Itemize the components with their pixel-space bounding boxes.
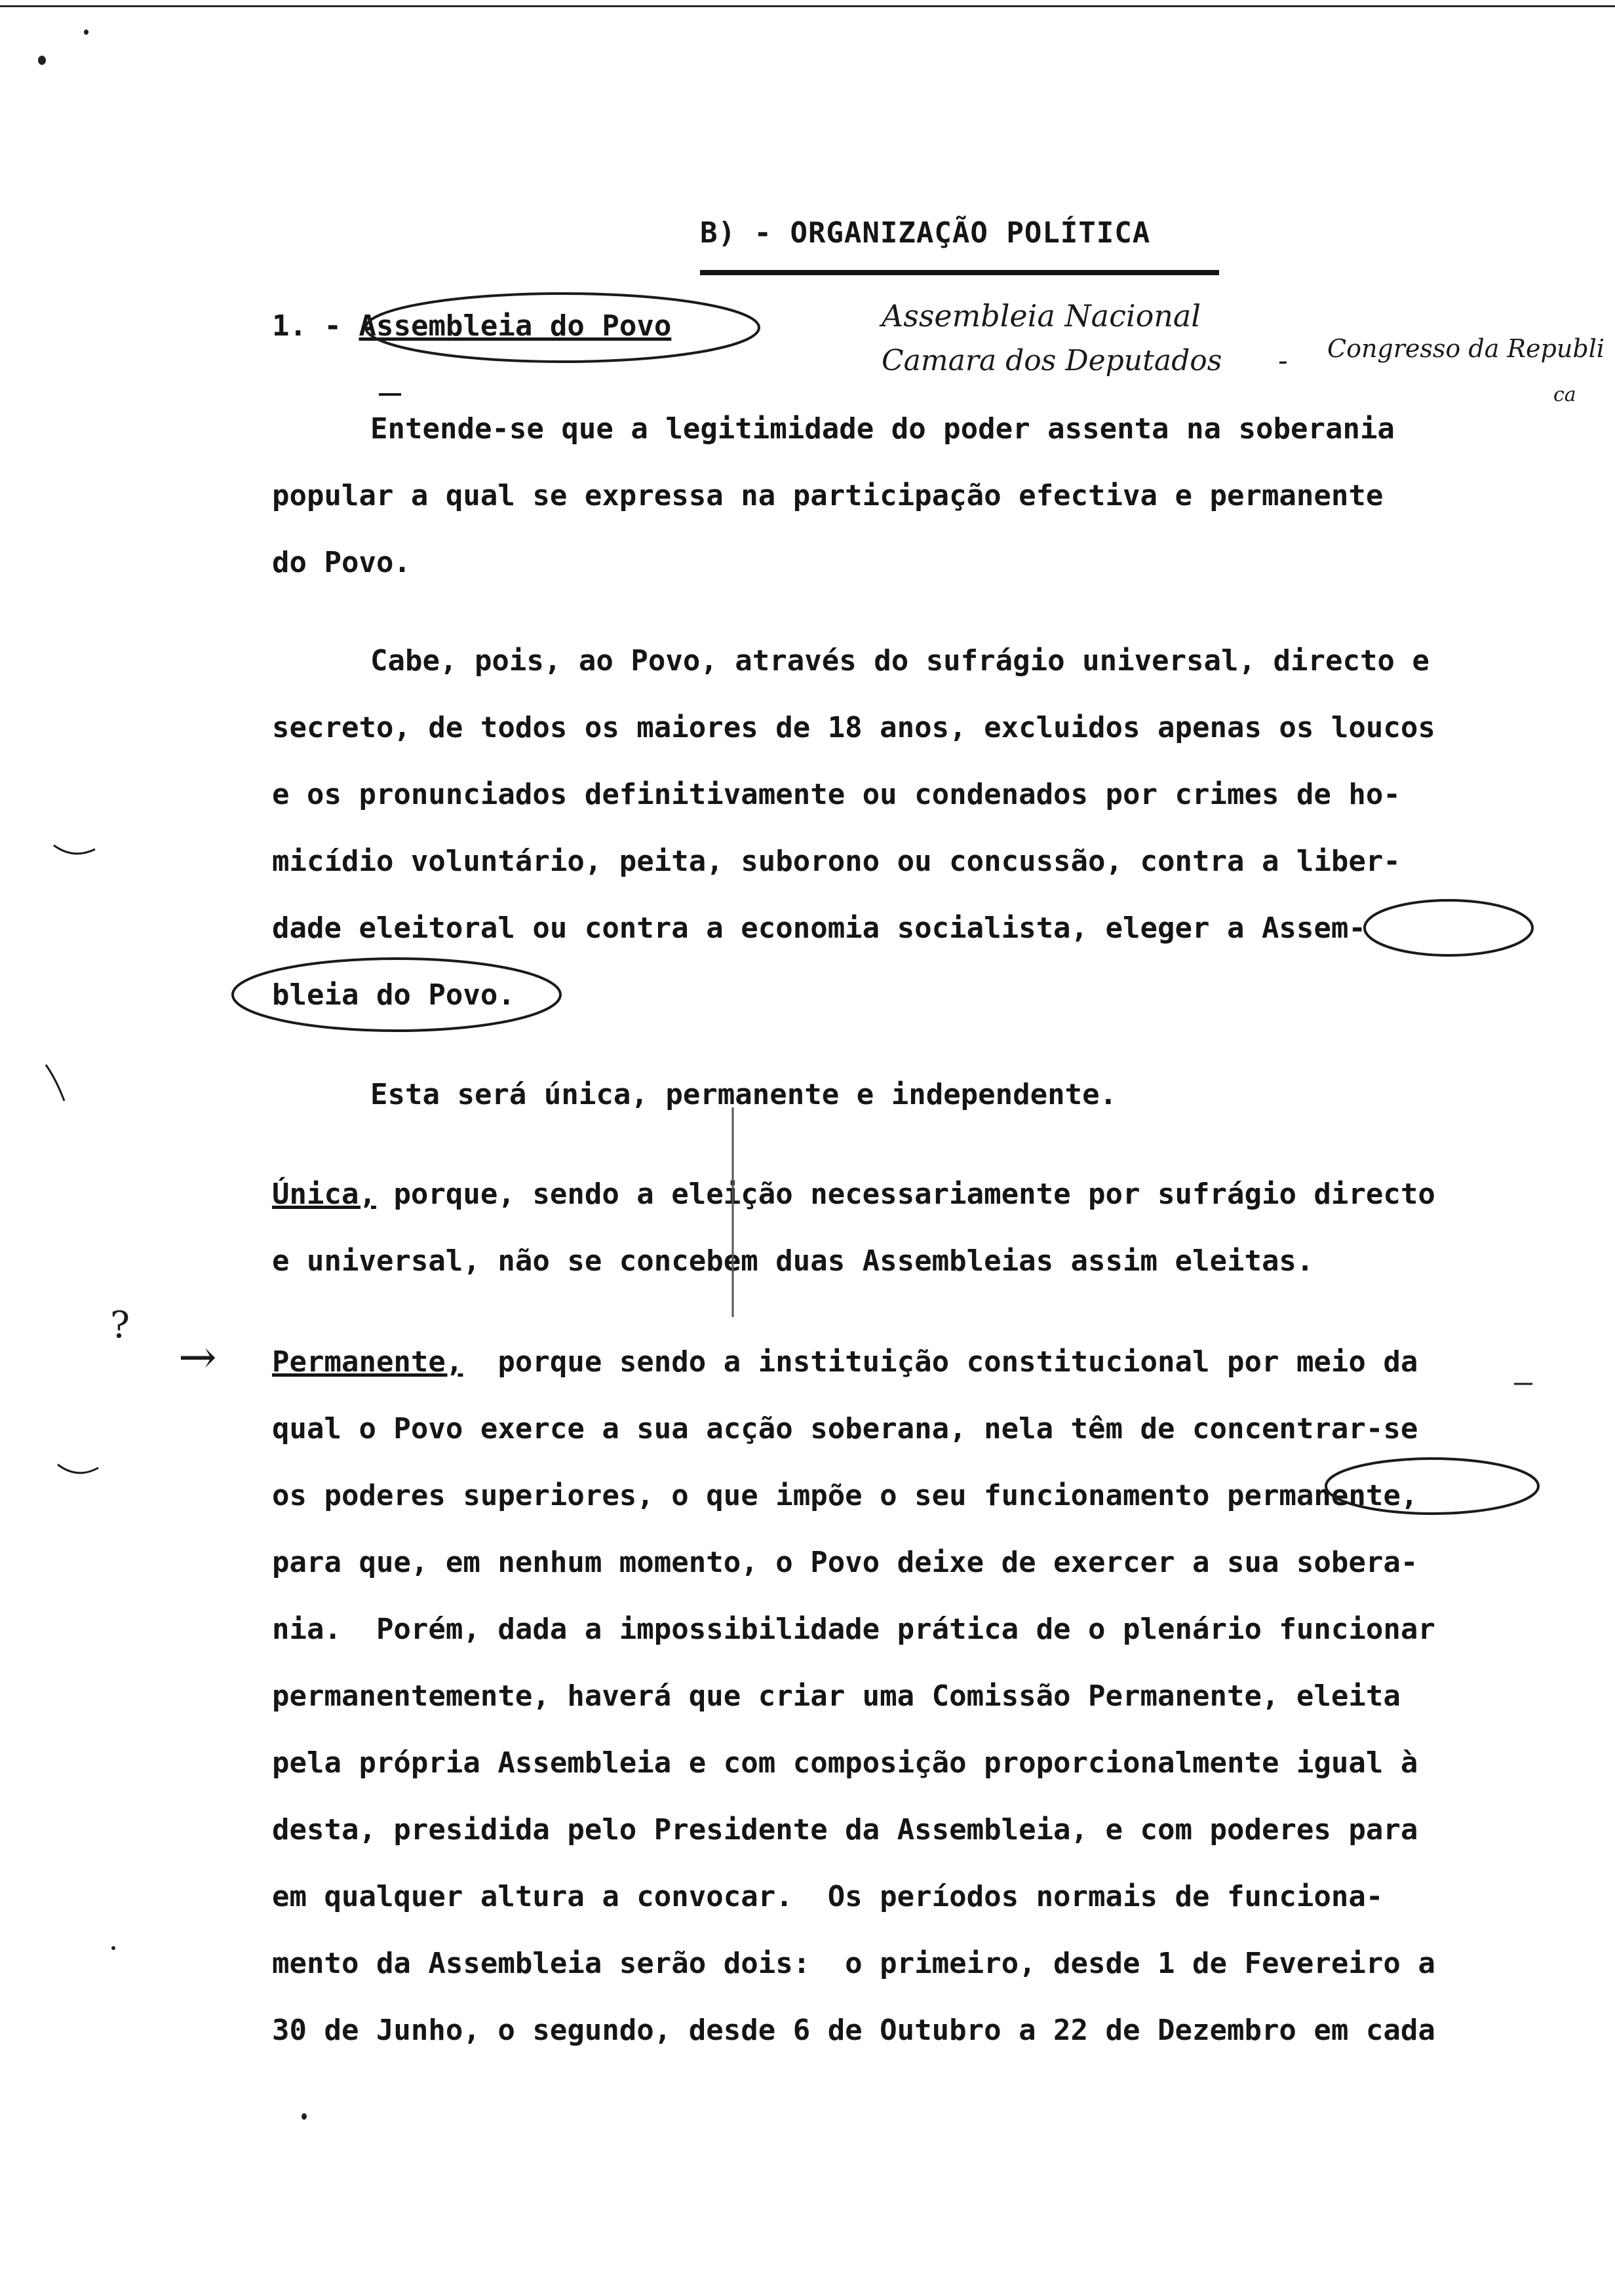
text-line: nia. Porém, dada a impossibilidade prática de o plenário funcionar	[272, 1613, 1435, 1646]
paragraph-esta-sera	[272, 1062, 1596, 1128]
pen-smile-mark	[54, 845, 95, 854]
page-title: B) - ORGANIZAÇÃO POLÍTICA	[700, 216, 1151, 250]
handwritten-note-dash: -	[1278, 344, 1288, 377]
scan-speck	[111, 1946, 115, 1950]
text-line: e os pronunciados definitivamente ou condenados por crimes de ho-	[272, 778, 1401, 811]
handwritten-question-mark: ?	[110, 1304, 130, 1347]
text-line: mento da Assembleia serão dois: o primeiro, desde 1 de Fevereiro a	[272, 1947, 1435, 1980]
text-line: permanentemente, haverá que criar uma Comissão Permanente, eleita	[272, 1679, 1401, 1713]
text-line: dade eleitoral ou contra a economia socialista, eleger a Assem-	[272, 911, 1366, 945]
text-line: qual o Povo exerce a sua acção soberana, nela têm de concentrar-se	[272, 1412, 1418, 1445]
text-line: Entende-se que a legitimidade do poder assenta na soberania	[370, 412, 1395, 446]
text-fragment: porque, sendo a eleição necessariamente por sufrágio directo	[376, 1177, 1435, 1211]
handwritten-note-assembleia-nacional: Assembleia Nacional	[882, 298, 1201, 334]
text-line: desta, presidida pelo Presidente da Assembleia, e com poderes para	[272, 1813, 1418, 1846]
text-line: micídio voluntário, peita, suborono ou concussão, contra a liber-	[272, 845, 1401, 878]
text-line: em qualquer altura a convocar. Os períodos normais de funciona-	[272, 1880, 1384, 1913]
pen-smile-mark	[58, 1464, 98, 1473]
paragraph-legitimidade	[272, 396, 1596, 596]
section-heading-text: Assembleia do Povo	[359, 309, 672, 343]
handwritten-note-congresso-ca: ca	[1553, 383, 1576, 406]
page-top-edge	[0, 5, 1615, 7]
text-line: para que, em nenhum momento, o Povo deixe de exercer a sua sobera-	[272, 1546, 1418, 1579]
paragraph-permanente	[272, 1329, 1596, 2064]
title-underline	[700, 270, 1219, 275]
scan-speck	[302, 2113, 307, 2120]
text-line: bleia do Povo.	[272, 978, 515, 1012]
section-dash: -	[324, 309, 341, 343]
scan-speck	[84, 29, 88, 35]
text-line	[272, 1329, 1596, 1396]
paragraph-sufragio	[272, 628, 1596, 1029]
section-heading	[272, 309, 671, 343]
term-unica: Única,	[272, 1177, 376, 1211]
text-line: Cabe, pois, ao Povo, através do sufrágio universal, directo e	[370, 644, 1430, 678]
handwritten-note-congresso: Congresso da Republi	[1327, 334, 1605, 363]
text-fragment: porque sendo a instituição constitucional por meio da	[463, 1345, 1418, 1379]
text-line: pela própria Assembleia e com composição proporcionalmente igual à	[272, 1746, 1418, 1780]
text-line: do Povo.	[272, 546, 411, 579]
text-line: Esta será única, permanente e independente.	[370, 1078, 1118, 1111]
text-line: e universal, não se concebem duas Assembleias assim eleitas.	[272, 1244, 1314, 1278]
term-permanente: Permanente,	[272, 1345, 463, 1379]
paragraph-unica	[272, 1161, 1596, 1295]
text-line: secreto, de todos os maiores de 18 anos, excluidos apenas os loucos	[272, 711, 1435, 744]
text-line: 30 de Junho, o segundo, desde 6 de Outubro a 22 de Dezembro em cada	[272, 2014, 1435, 2047]
pen-margin-mark	[46, 1065, 64, 1101]
handwritten-arrow: →	[178, 1330, 217, 1384]
scan-speck	[38, 56, 46, 65]
section-number: 1.	[272, 309, 307, 343]
text-line	[272, 1161, 1596, 1228]
text-line: os poderes superiores, o que impõe o seu funcionamento permanente,	[272, 1479, 1418, 1512]
handwritten-note-camara-deputados: Camara dos Deputados	[882, 344, 1222, 377]
text-line: popular a qual se expressa na participação efectiva e permanente	[272, 479, 1384, 512]
